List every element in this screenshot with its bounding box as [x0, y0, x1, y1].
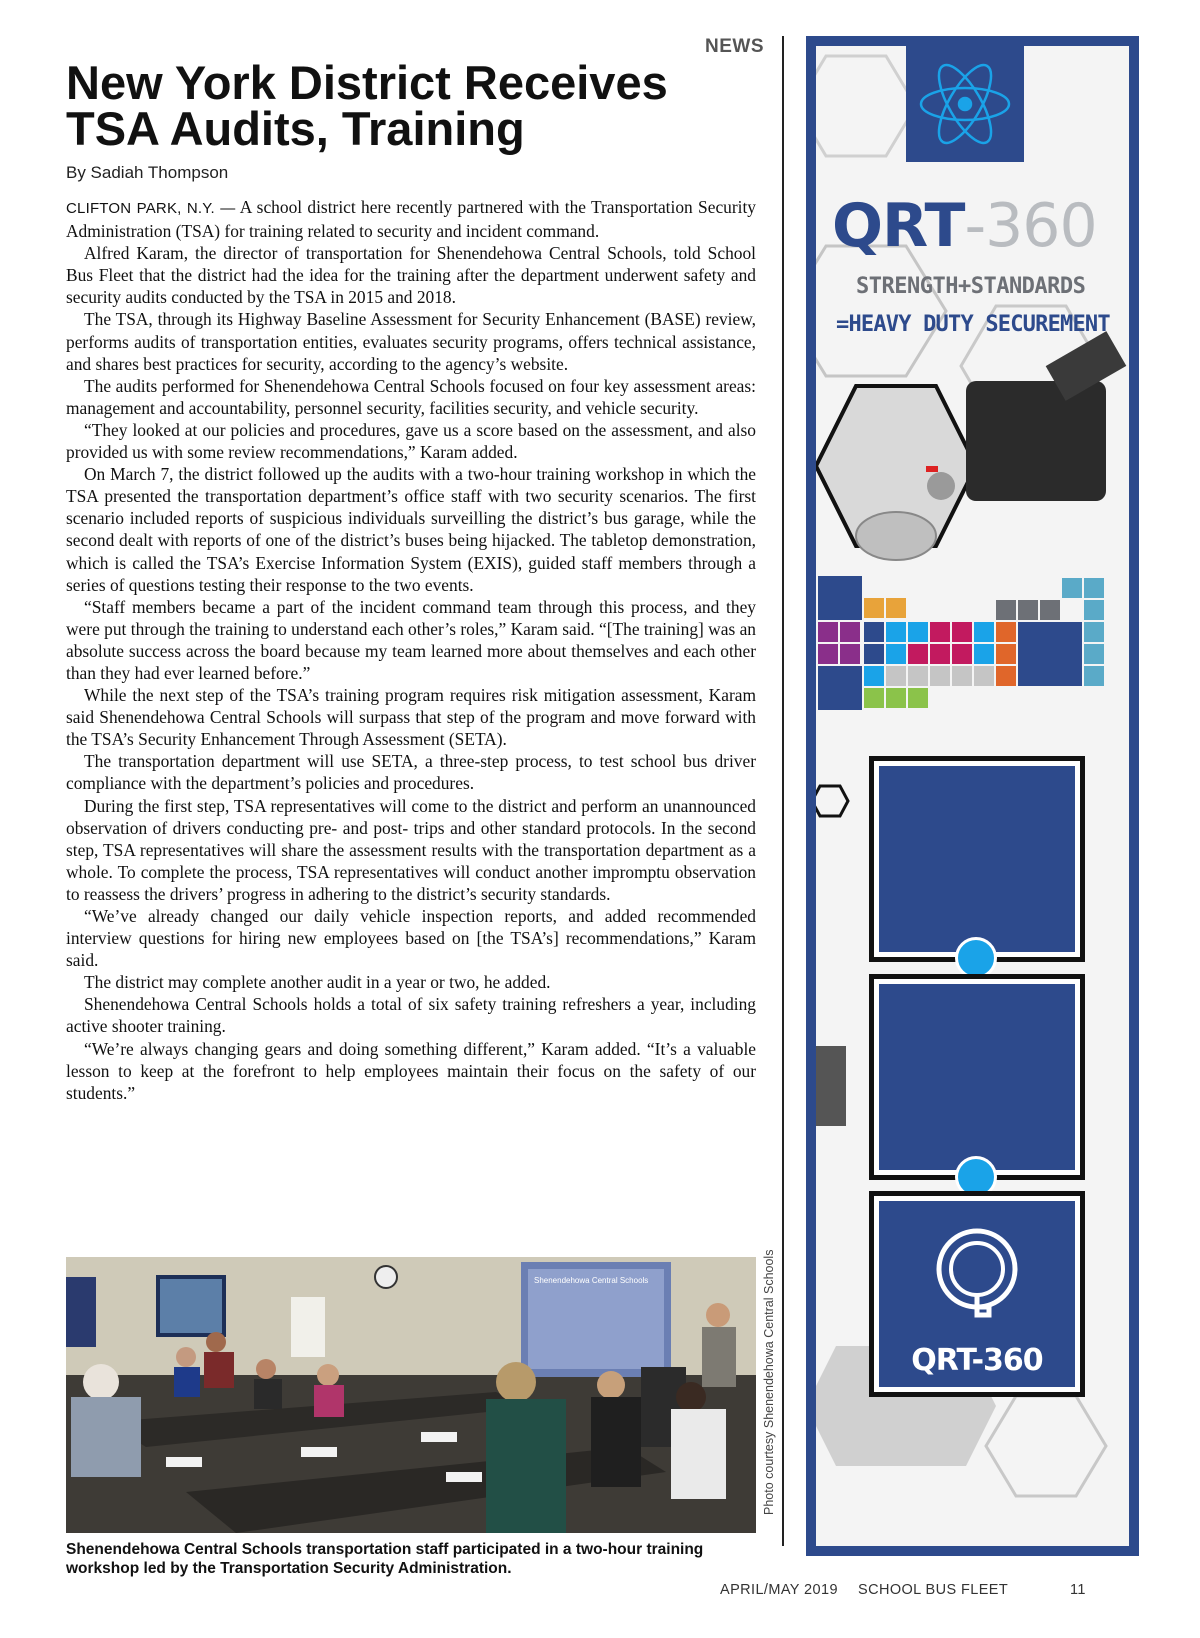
projection-heading: Shenendehowa Central Schools — [534, 1276, 649, 1285]
article-paragraph: The TSA, through its Highway Baseline Assessment for Security Enhancement (BASE) review, performs audits of transportation entities, evaluates security programs, offers technical assistance, and shares best practices for security, according to the agency’s website. — [66, 309, 756, 374]
dateline: CLIFTON PARK, N.Y. — — [66, 200, 236, 217]
ad-tagline-securement: =HEAVY DUTY SECUREMENT — [836, 312, 1110, 337]
article-paragraph: “We’ve already changed our daily vehicle inspection reports, and added recommended interview questions for hiring new employees based on [the TSA’s] recommendations,” Karam said. — [66, 906, 756, 971]
ad-blue-box-2 — [874, 979, 1080, 1175]
ad-connector-dot — [955, 1156, 997, 1198]
article-paragraph: CLIFTON PARK, N.Y. — A school district here recently partnered with the Transportation Security Administration (TSA) for training related to security and incident command. — [66, 197, 757, 242]
article-paragraph: “They looked at our policies and procedures, gave us a score based on the assessment, and also provided us with some review recommendations,” Karam added. — [66, 419, 756, 463]
article-paragraph: During the first step, TSA representatives will come to the district and perform an unannounced observation of drivers conducting pre- and post- trips and other standard protocols. In the second step, TSA representatives will share the assessment results with the transportation department as a whole. To complete the process, TSA representatives will conduct another impromptu observation to reassess the drivers’ progress in adhering to the district’s security standards. — [66, 795, 756, 904]
ad-brand-box — [874, 1196, 1080, 1392]
byline: By Sadiah Thompson — [66, 163, 229, 182]
advertisement[interactable] — [806, 36, 1139, 1556]
article-paragraph: On March 7, the district followed up the audits with a two-hour training workshop in which the TSA presented the transportation department’s office staff with two security scenarios. The first scenario included reports of suspicious individuals surveilling the district’s bus garage, while the second dealt with reports of one of the district’s buses being hijacked. The tabletop demonstration, which is called the TSA’s Exercise Information System (EXIS), guided staff members through a series of questions testing their response to the two events. — [66, 464, 756, 595]
article-paragraph: “Staff members became a part of the incident command team through this process, and they were put through the training to understand each other’s roles,” Karam said. “[The training] was an absolute success across the board because my team learned more about themselves and each other than they had ever learned before.” — [66, 596, 756, 683]
workshop-scene — [66, 1257, 756, 1533]
article-paragraph: While the next step of the TSA’s training program requires risk mitigation assessment, Karam said Shenendehowa Central Schools will surpass that step of the program and move forward with the TSA’s Security Enhancement Through Assessment (SETA). — [66, 685, 756, 750]
page-number: 11 — [1070, 1582, 1086, 1598]
periodic-table-graphic — [818, 576, 1104, 710]
column-divider — [782, 36, 784, 1546]
section-tag: NEWS — [705, 36, 764, 57]
ad-logo: QRT-360 — [832, 191, 1097, 261]
article-paragraph: “We’re always changing gears and doing something different,” Karam added. “It’s a valuable lesson to keep at the forefront to help employees maintain their focus on the safety of our students.” — [66, 1038, 756, 1103]
article-paragraph: The transportation department will use SETA, a three-step process, to test school bus driver compliance with the department’s policies and procedures. — [66, 751, 756, 794]
footer-issue: APRIL/MAY 2019 — [720, 1582, 838, 1598]
training-workshop-photo — [66, 1257, 756, 1533]
photo-credit: Photo courtesy Shenendehowa Central Schools — [762, 1249, 776, 1515]
article-body — [66, 196, 756, 1104]
article-paragraph: The district may complete another audit in a year or two, he added. — [84, 972, 551, 993]
ad-connector-dot — [955, 937, 997, 979]
ad-tagline-strength: STRENGTH+STANDARDS — [856, 274, 1086, 299]
photo-caption: Shenendehowa Central Schools transportation staff participated in a two-hour training workshop led by the Transportation Security Administration. — [66, 1541, 704, 1577]
headline: New York District Receives TSA Audits, Training — [66, 56, 668, 155]
footer-publication: SCHOOL BUS FLEET — [858, 1582, 1009, 1598]
article-paragraph: Shenendehowa Central Schools holds a total of six safety training refreshers a year, including active shooter training. — [66, 994, 756, 1037]
article-paragraph: The audits performed for Shenendehowa Central Schools focused on four key assessment areas: management and accountability, personnel security, facilities security, and vehicle security. — [66, 375, 756, 418]
ad-brand-name: QRT-360 — [911, 1343, 1043, 1378]
ad-panel — [816, 46, 1129, 1546]
ad-blue-box-1 — [874, 761, 1080, 957]
article-paragraph: Alfred Karam, the director of transportation for Shenendehowa Central Schools, told School Bus Fleet that the district had the idea for the training after the department underwent safety and security audits conducted by the TSA in 2015 and 2018. — [66, 243, 756, 308]
qrt-logo-icon — [879, 1211, 1075, 1331]
